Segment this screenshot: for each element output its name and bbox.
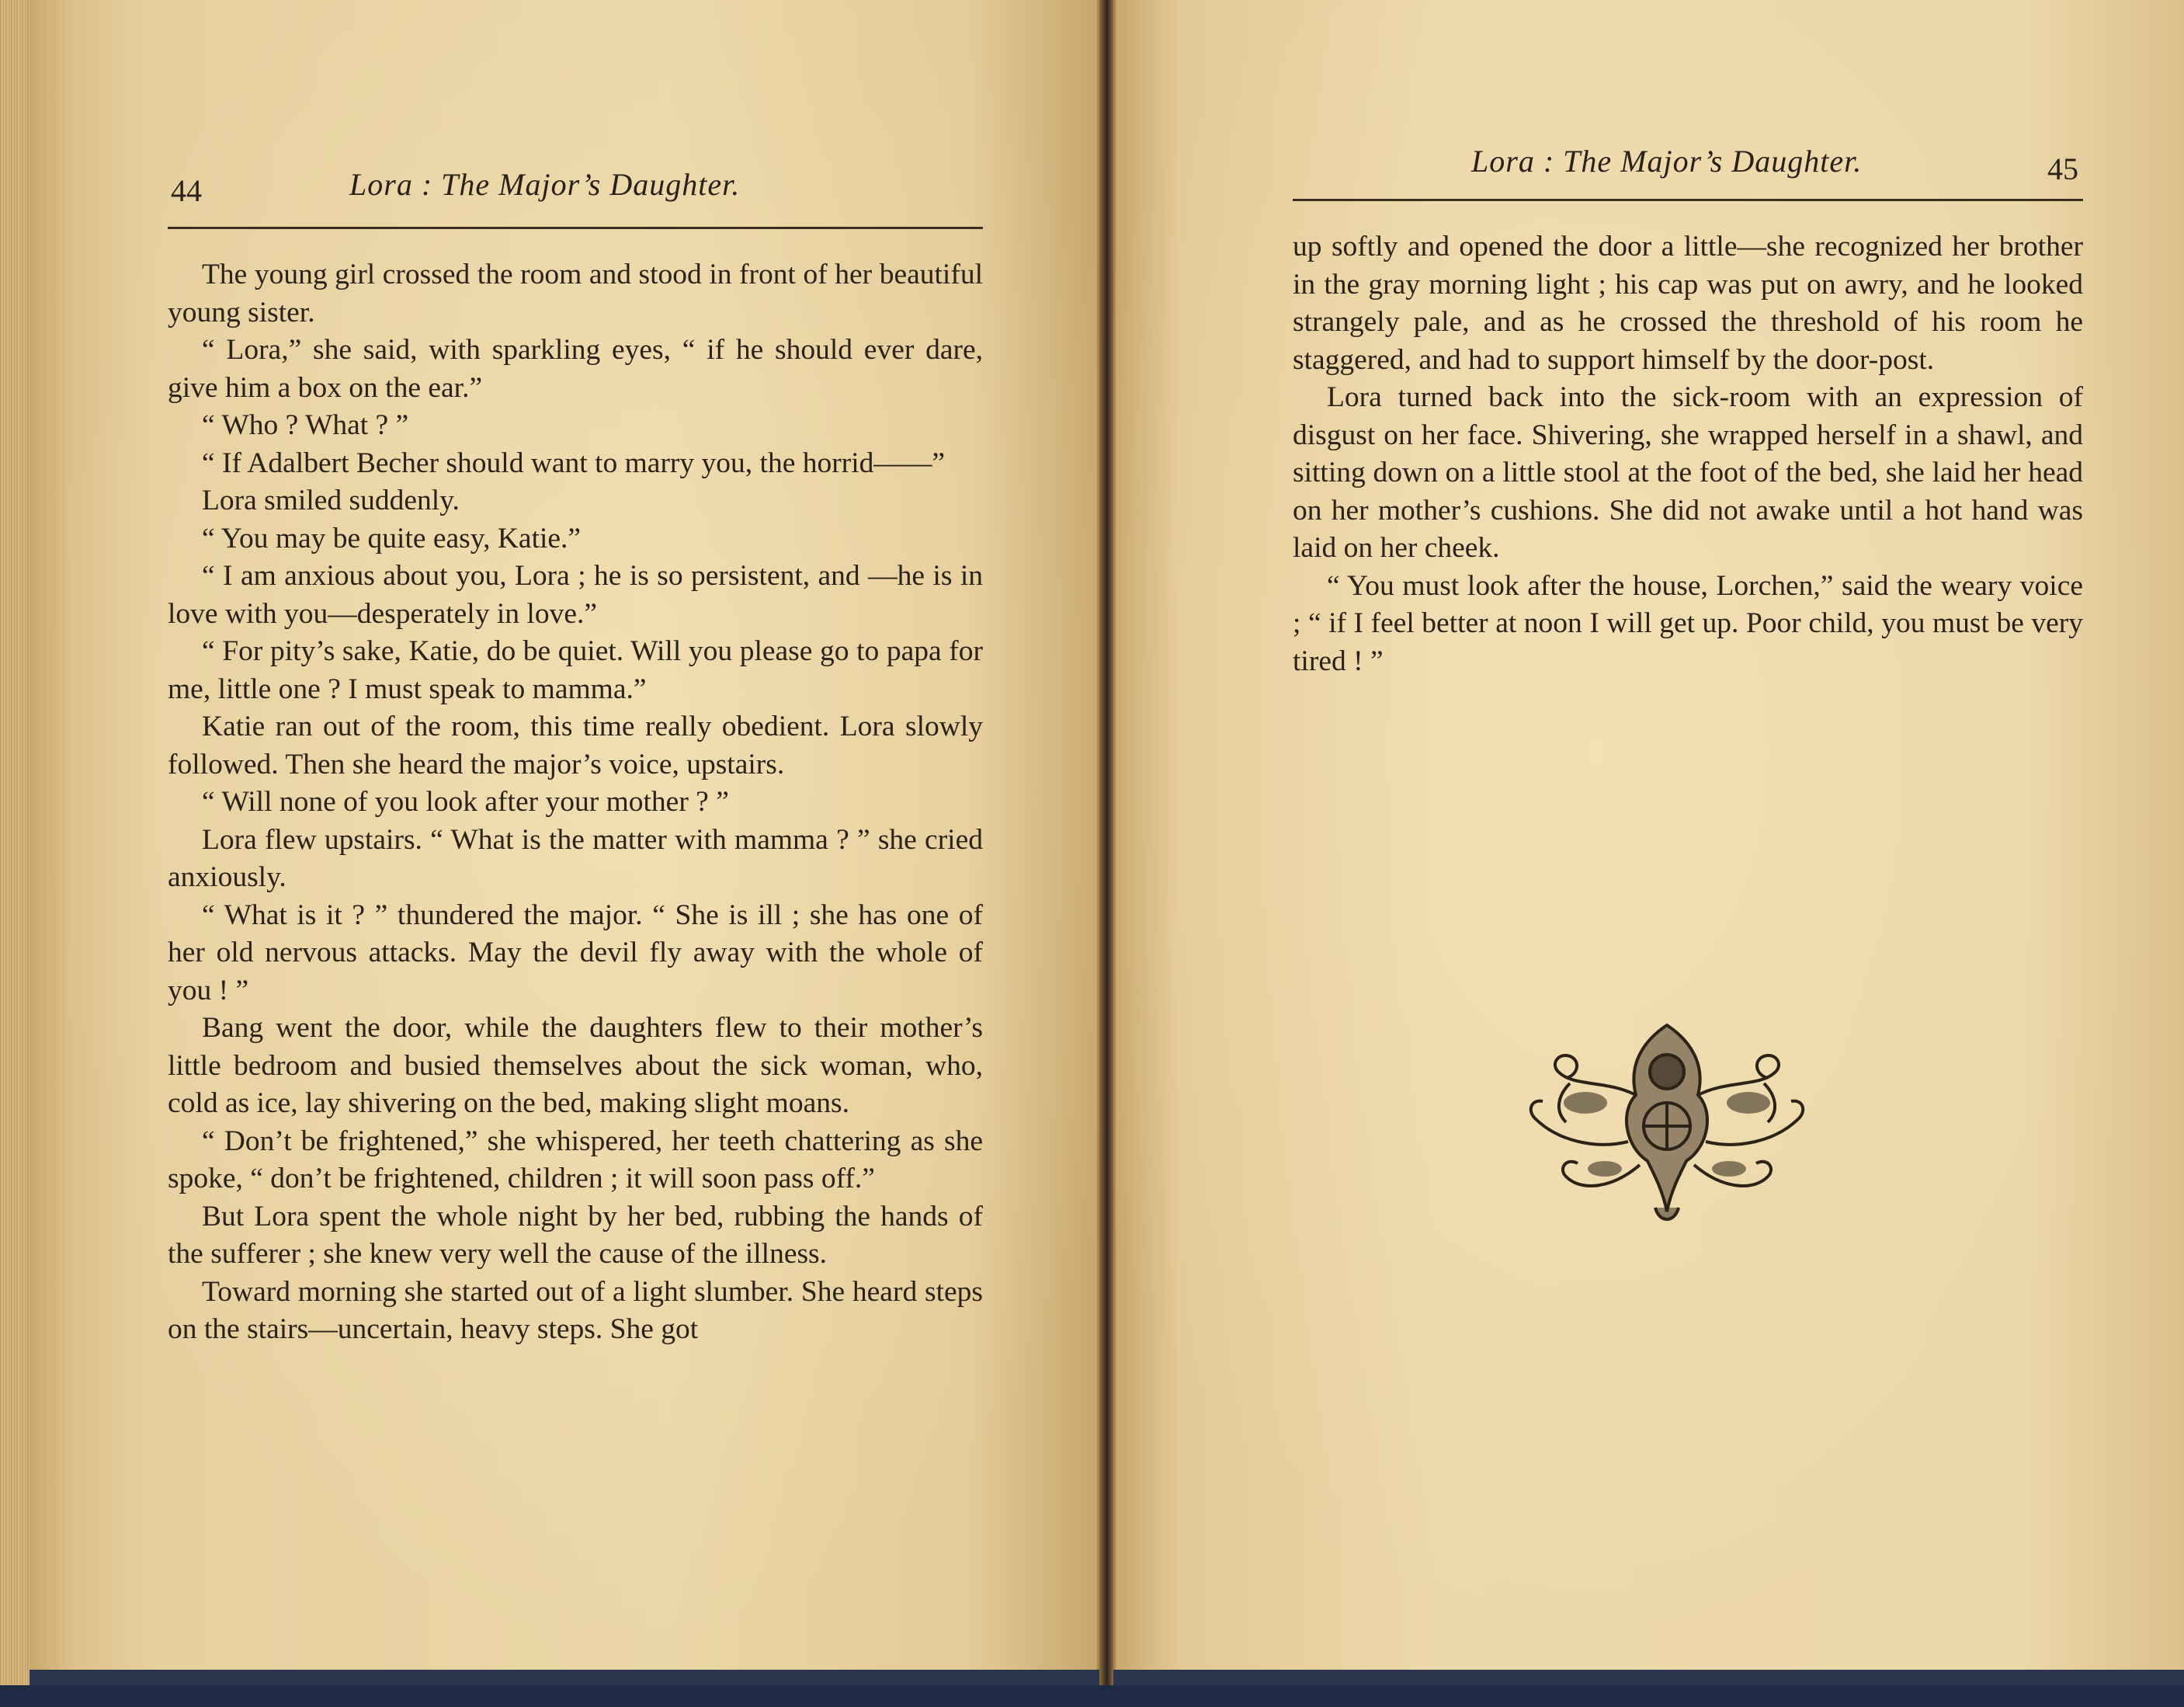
paragraph: The young girl crossed the room and stood in front of her beautiful young sister. (168, 259, 983, 329)
paragraph: “ You must look after the house, Lorchen,” said the weary voice ; “ if I feel better at noon I will get up. Poor child, you must be very tired ! ” (1293, 569, 2083, 677)
paragraph: “ You may be quite easy, Katie.” (202, 522, 582, 555)
paragraph: Lora flew upstairs. “ What is the matter with mamma ? ” she cried anxiously. (168, 823, 983, 893)
paragraph: Lora turned back into the sick-room with an expression of disgust on her face. Shivering, she wrapped herself in a shawl, and sitting down on a little stool at the foot of the bed, she laid her head on her mother’s cushions. She did not awake until a hot hand was laid on her cheek. (1293, 381, 2083, 564)
left-page-text (168, 256, 983, 1349)
paragraph: “ Don’t be frightened,” she whispered, her teeth chattering as she spoke, “ don’t be frightened, children ; it will soon pass off.” (168, 1125, 983, 1194)
paragraph: Katie ran out of the room, this time really obedient. Lora slowly followed. Then she heard the major’s voice, upstairs. (168, 711, 983, 780)
right-running-title: Lora : The Major’s Daughter. (1471, 144, 1863, 179)
paragraph: “ Who ? What ? ” (202, 409, 409, 441)
book-gutter (1099, 0, 1113, 1685)
paragraph: Lora smiled suddenly. (202, 485, 460, 516)
right-page-text (1293, 228, 2083, 680)
paragraph: “ Lora,” she said, with sparkling eyes, “ if he should ever dare, give him a box on the ear.” (168, 334, 983, 404)
left-page-number: 44 (171, 173, 202, 208)
right-header-rule (1293, 199, 2083, 201)
right-page-number: 45 (2047, 151, 2078, 186)
right-page (1113, 0, 2184, 1670)
page-edges (0, 0, 30, 1685)
paragraph: “ For pity’s sake, Katie, do be quiet. Will you please go to papa for me, little one ? I must speak to mamma.” (168, 635, 983, 705)
paragraph: But Lora spent the whole night by her bed, rubbing the hands of the sufferer ; she knew very well the cause of the illness. (168, 1200, 983, 1270)
paragraph: Bang went the door, while the daughters flew to their mother’s little bedroom and busied themselves about the sick woman, who, cold as ice, lay shivering on the bed, making slight moans. (168, 1012, 983, 1119)
tailpiece-ornament-icon (1512, 1010, 1822, 1235)
left-running-title: Lora : The Major’s Daughter. (349, 167, 741, 202)
paragraph: “ If Adalbert Becher should want to marry you, the horrid——” (202, 447, 946, 479)
paragraph: up softly and opened the door a little—she recognized her brother in the gray morning light ; his cap was put on awry, and he looked strangely pale, and as he crossed the threshold of his room he staggered, and had to support himself by the door-post. (1293, 231, 2083, 376)
left-header-rule (168, 227, 983, 229)
left-page (30, 0, 1099, 1670)
paragraph: Toward morning she started out of a light slumber. She heard steps on the stairs—uncertain, heavy steps. She got (168, 1275, 983, 1345)
paragraph: “ Will none of you look after your mother ? ” (202, 786, 729, 818)
paragraph: “ What is it ? ” thundered the major. “ She is ill ; she has one of her old nervous attacks. May the devil fly away with the whole of you ! ” (168, 899, 983, 1006)
paragraph: “ I am anxious about you, Lora ; he is so persistent, and —he is in love with you—desperately in love.” (168, 560, 983, 630)
